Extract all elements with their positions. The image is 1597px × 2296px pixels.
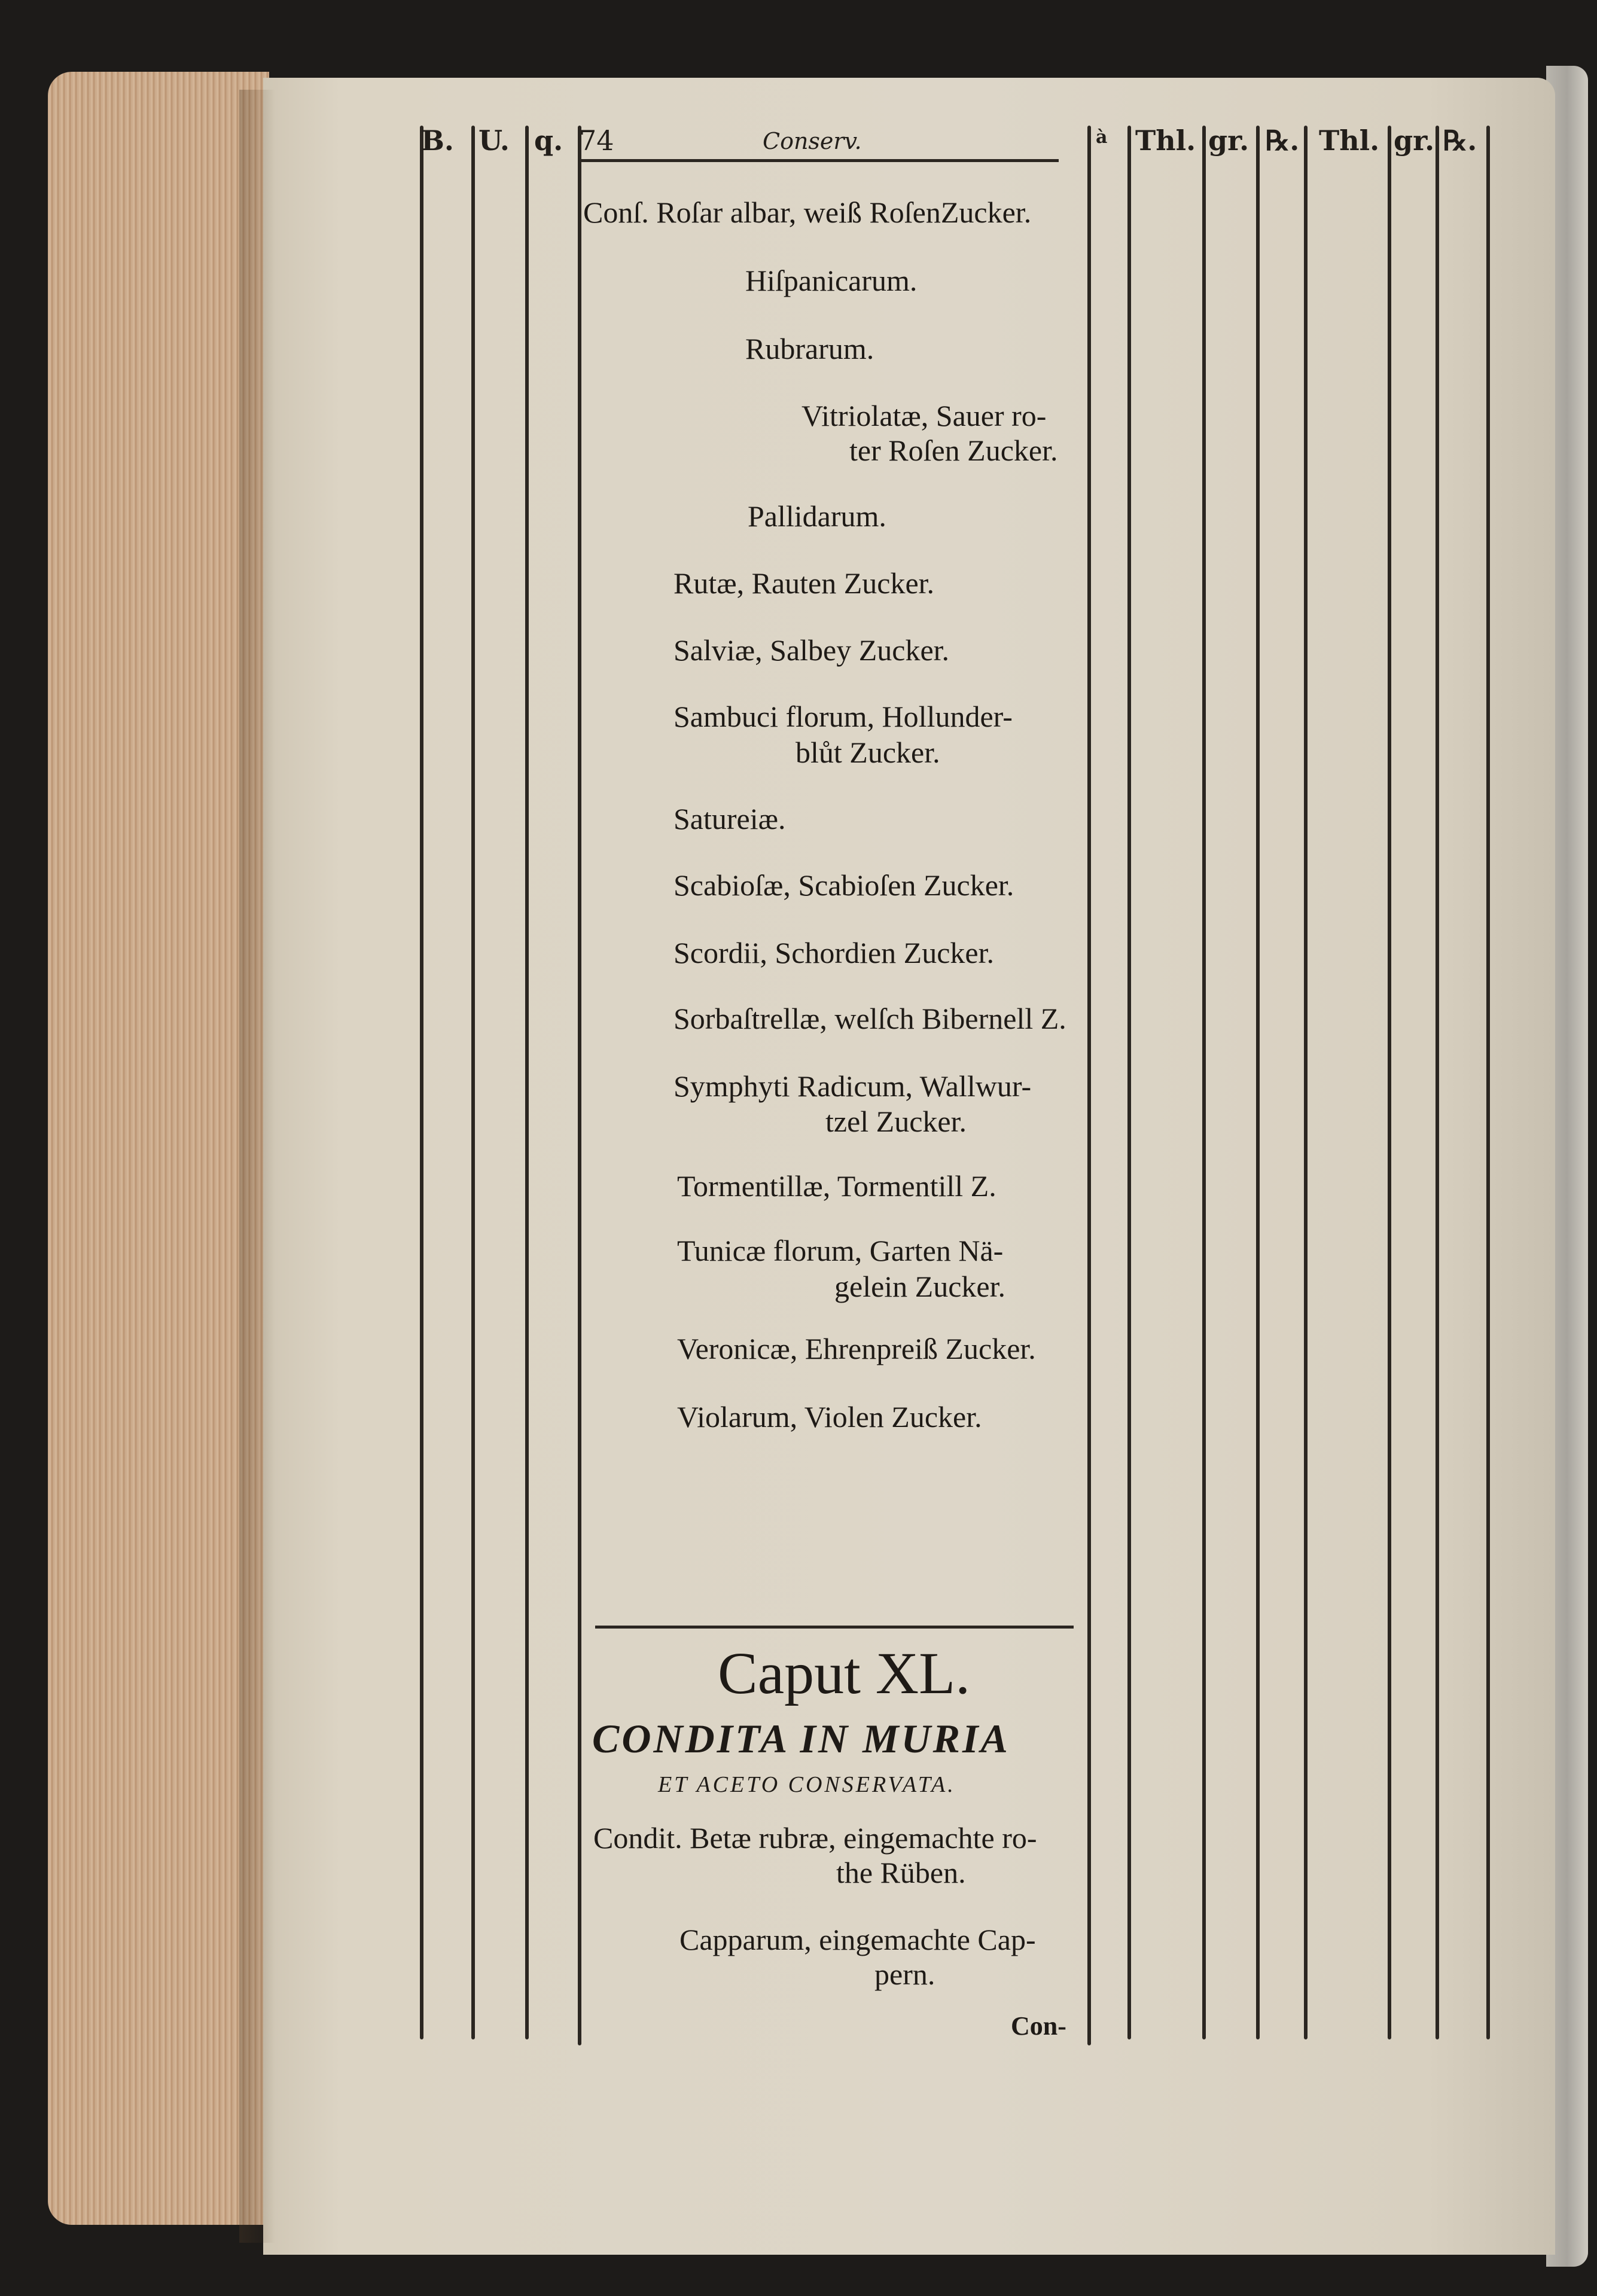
entry-line: blůt Zucker. [796,736,940,769]
column-rule [578,126,581,2045]
column-rule [1436,126,1439,2039]
header-col-gr-1: gr. [1208,124,1249,157]
entry-line: ter Roſen Zucker. [849,434,1058,467]
entry-line: Satureiæ. [673,802,786,836]
entry-line: tzel Zucker. [825,1105,967,1138]
gutter-shadow [239,90,275,2243]
entry-line: Tormentillæ, Tormentill Z. [677,1169,996,1203]
chapter-entry-line: the Rüben. [836,1856,966,1889]
column-rule [525,126,529,2039]
entry-line: Sambuci florum, Hollunder- [673,700,1013,733]
entry-line: Scordii, Schordien Zucker. [673,936,994,969]
entry-line: Symphyti Radicum, Wallwur- [673,1069,1032,1103]
chapter-entry-line: Condit. Betæ rubræ, eingemachte ro- [593,1821,1037,1855]
header-col-b: B. [421,124,454,157]
column-rule [420,126,423,2039]
entry-line: Violarum, Violen Zucker. [677,1400,982,1434]
entry-line: Tunicæ florum, Garten Nä- [677,1234,1004,1267]
header-col-thl-1: Thl. [1135,124,1196,157]
column-rule [471,126,475,2039]
column-rule [1256,126,1260,2039]
entry-line: Hiſpanicarum. [745,264,918,297]
column-rule [1486,126,1490,2039]
column-rule [1127,126,1131,2039]
entry-line: Scabioſæ, Scabioſen Zucker. [673,868,1014,902]
entry-line: Rutæ, Rauten Zucker. [673,566,935,600]
page-edges [48,72,269,2225]
entry-line: Veronicæ, Ehrenpreiß Zucker. [677,1332,1036,1365]
entry-line: Rubrarum. [745,332,874,365]
header-rule [580,159,1059,162]
entry-line: Sorbaſtrellæ, welſch Bibernell Z. [673,1002,1066,1035]
chapter-heading: Caput XL. [718,1640,971,1706]
entry-line: Salviæ, Salbey Zucker. [673,633,950,667]
running-title: Conserv. [763,128,862,154]
header-col-u: U. [479,124,510,157]
chapter-entry-line: Capparum, eingemachte Cap- [679,1923,1036,1956]
header-col-pf-1: ℞. [1265,124,1300,157]
header-a-mark: à [1096,127,1108,148]
header-col-q: q. [534,124,563,157]
header-col-gr-2: gr. [1394,124,1435,157]
chapter-subtitle: ET ACETO CONSERVATA. [658,1772,956,1797]
entry-line: Vitriolatæ, Sauer ro- [801,399,1047,432]
header-col-thl-2: Thl. [1319,124,1380,157]
entry-line: Pallidarum. [748,499,886,533]
column-rule [1304,126,1308,2039]
column-rule [1202,126,1206,2039]
page-number: 74 [579,124,614,157]
chapter-entry-line: pern. [874,1957,935,1991]
chapter-rule [595,1626,1074,1629]
column-rule [1087,126,1091,2045]
column-rule [1388,126,1391,2039]
entry-line: gelein Zucker. [834,1270,1005,1303]
header-col-pf-2: ℞. [1443,124,1477,157]
chapter-title: CONDITA IN MURIA [592,1716,1010,1761]
entry-line: Conſ. Roſar albar, weiß RoſenZucker. [583,196,1032,229]
catchword: Con- [1011,2011,1066,2041]
